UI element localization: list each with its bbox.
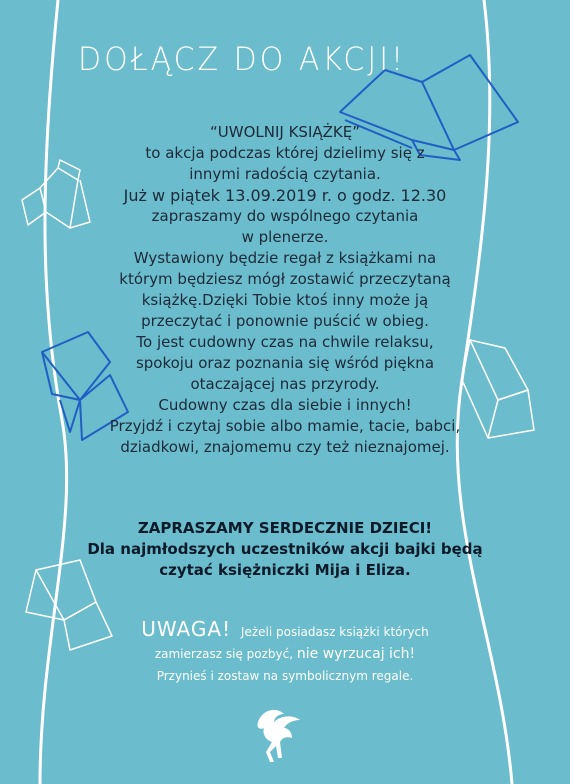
open-book-icon (22, 160, 90, 228)
intro-text (90, 122, 480, 458)
intro-line: to akcja podczas której dzielimy się z (145, 144, 425, 162)
note-line-2 (80, 643, 490, 665)
intro-line: otaczającej nas przyrody. (190, 375, 380, 393)
invitation-line: ZAPRASZAMY SERDECZNIE DZIECI! (137, 519, 433, 537)
intro-line: przeczytać i ponownie puścić w obieg. (141, 312, 429, 330)
pegasus-logo-icon (248, 700, 310, 770)
intro-line: zapraszamy do wspólnego czytania (151, 207, 419, 225)
intro-line: spokoju oraz poznania się wśród piękna (135, 354, 435, 372)
intro-line: Cudowny czas dla siebie i innych! (158, 396, 412, 414)
invitation-line: czytać księżniczki Mija i Eliza. (159, 561, 411, 579)
invitation-text (60, 518, 510, 581)
note-block (80, 618, 490, 687)
note-line-1 (80, 618, 490, 643)
invitation-line: Dla najmłodszych uczestników akcji bajki będą (87, 540, 483, 558)
note-text: zamierzasz się pozbyć, (154, 647, 294, 661)
intro-line: w plenerze. (241, 228, 329, 246)
note-uwaga: UWAGA! (141, 617, 232, 641)
note-text: Jeżeli posiadasz książki których (240, 625, 429, 639)
intro-line: książkę.Dzięki Tobie ktoś inny może ją (141, 291, 429, 309)
intro-line: Już w piątek 13.09.2019 r. o godz. 12.30 (123, 186, 447, 205)
intro-line: “UWOLNIJ KSIĄŻKĘ” (210, 123, 360, 141)
intro-line: To jest cudowny czas na chwile relaksu, (136, 333, 434, 351)
intro-line: którym będziesz mógł zostawić przeczytaną (119, 270, 451, 288)
intro-line: innymi radością czytania. (189, 165, 381, 183)
intro-line: Przyjdź i czytaj sobie albo mamie, tacie, babci, (109, 417, 461, 435)
note-highlight: nie wyrzucaj ich! (296, 646, 416, 662)
intro-line: dziadkowi, znajomemu czy też nieznajomej. (120, 438, 450, 456)
intro-line: Wystawiony będzie regał z książkami na (133, 249, 437, 267)
note-line-3: Przynieś i zostaw na symbolicznym regale. (156, 669, 414, 683)
page-heading: DOŁĄCZ DO AKCJI! (78, 40, 407, 79)
left-curve-line (40, 0, 67, 784)
